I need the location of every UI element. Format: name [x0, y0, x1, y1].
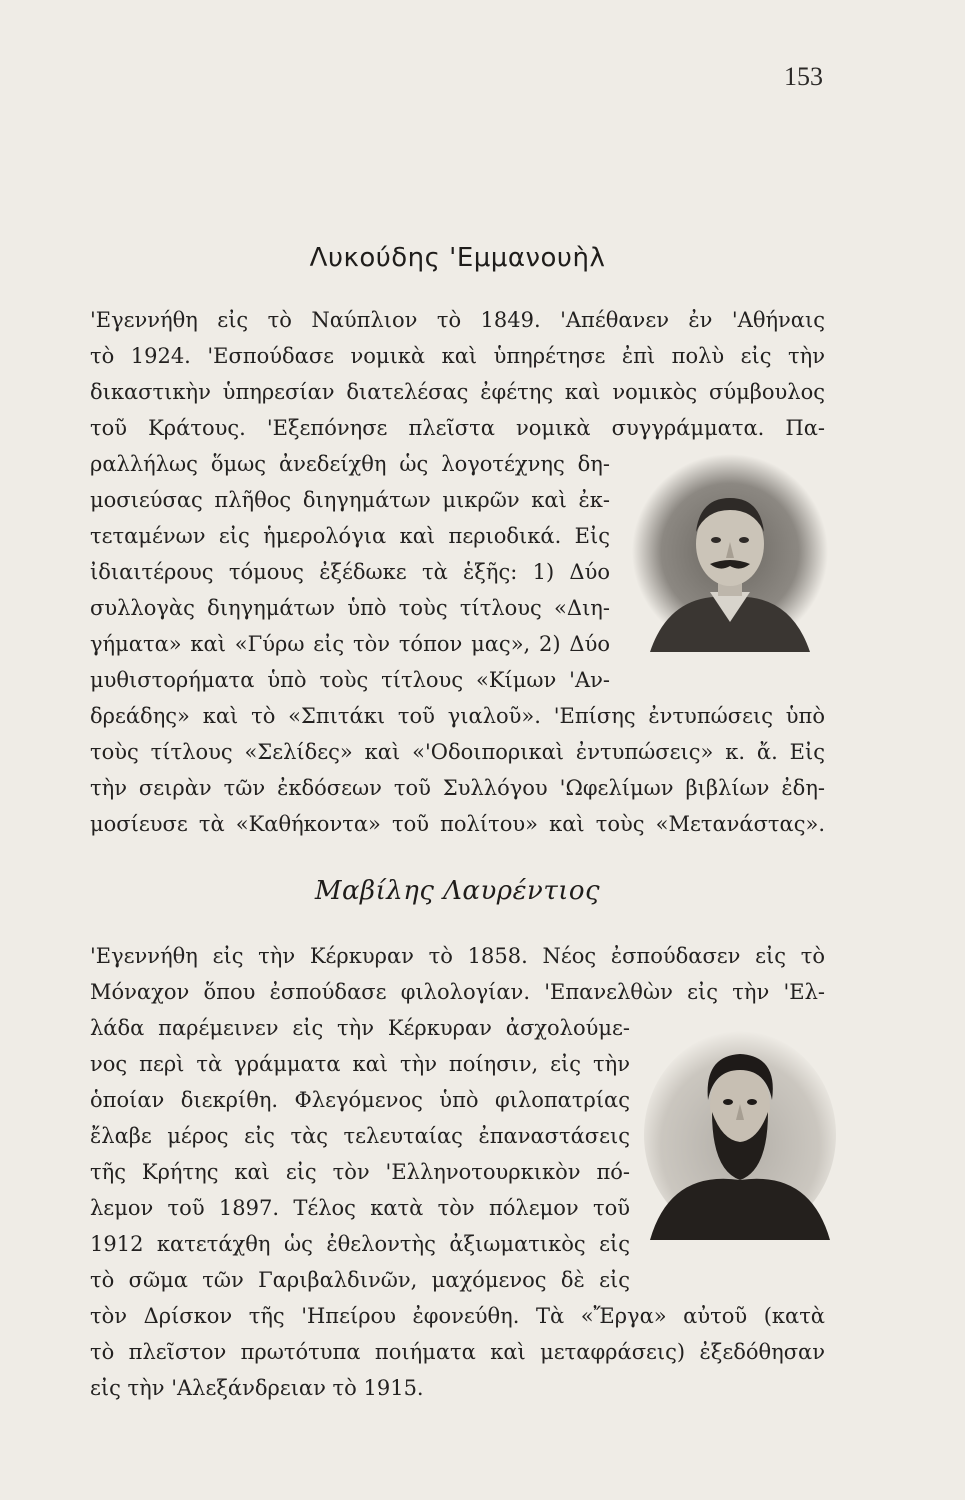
- page-number: 153: [784, 62, 823, 91]
- text-line: τὸν Δρίσκον τῆς 'Ηπείρου ἐφονεύθη. Τὰ «Ἔργα» αὐτοῦ (κατὰ: [90, 1304, 825, 1328]
- text-line: συλλογὰς διηγημάτων ὑπὸ τοὺς τίτλους «Διη-: [90, 596, 610, 620]
- text-line: Μόναχον ὅπου ἐσπούδασε φιλολογίαν. 'Επανελθὼν εἰς τὴν 'Ελ-: [90, 980, 825, 1004]
- portrait-mavilis: [640, 1020, 840, 1240]
- text-line: ραλλήλως ὅμως ἀνεδείχθη ὡς λογοτέχνης δη-: [90, 452, 610, 476]
- text-line: νος περὶ τὰ γράμματα καὶ τὴν ποίησιν, εἰς τὴν: [90, 1052, 630, 1076]
- text-line: τὸ 1924. 'Εσπούδασε νομικὰ καὶ ὑπηρέτησε ἐπὶ πολὺ εἰς τὴν: [90, 344, 825, 368]
- text-line: δρεάδης» καὶ τὸ «Σπιτάκι τοῦ γιαλοῦ». 'Επίσης ἐντυπώσεις ὑπὸ: [90, 704, 825, 728]
- text-line: μοσιεύσας πλῆθος διηγημάτων μικρῶν καὶ ἐκ-: [90, 488, 610, 512]
- text-line: τῆς Κρήτης καὶ εἰς τὸν 'Ελληνοτουρκικὸν πό-: [90, 1160, 630, 1184]
- text-line: 1912 κατετάχθη ὡς ἐθελοντὴς ἀξιωματικὸς εἰς: [90, 1232, 630, 1256]
- text-line: τὸ σῶμα τῶν Γαριβαλδινῶν, μαχόμενος δὲ εἰς: [90, 1268, 630, 1292]
- portrait-lykoudis: [630, 452, 830, 652]
- section-heading-mavilis: Μαβίλης Λαυρέντιος: [314, 876, 601, 906]
- text-line: γήματα» καὶ «Γύρω εἰς τὸν τόπον μας», 2) Δύο: [90, 632, 610, 656]
- text-line: τεταμένων εἰς ἡμερολόγια καὶ περιοδικά. Εἰς: [90, 524, 610, 548]
- text-line: 'Εγεννήθη εἰς τὸ Ναύπλιον τὸ 1849. 'Απέθανεν ἐν 'Αθήναις: [90, 308, 825, 332]
- text-line: τὴν σειρὰν τῶν ἐκδόσεων τοῦ Συλλόγου 'Ωφελίμων βιβλίων ἐδη-: [90, 776, 825, 800]
- text-line: 'Εγεννήθη εἰς τὴν Κέρκυραν τὸ 1858. Νέος ἐσπούδασεν εἰς τὸ: [90, 944, 825, 968]
- text-line: ἔλαβε μέρος εἰς τὰς τελευταίας ἐπαναστάσεις: [90, 1124, 630, 1148]
- text-line: ὁποίαν διεκρίθη. Φλεγόμενος ὑπὸ φιλοπατρίας: [90, 1088, 630, 1112]
- text-line: μυθιστορήματα ὑπὸ τοὺς τίτλους «Κίμων 'Αν-: [90, 668, 610, 692]
- text-line: δικαστικὴν ὑπηρεσίαν διατελέσας ἐφέτης καὶ νομικὸς σύμβουλος: [90, 380, 825, 404]
- text-line: τοὺς τίτλους «Σελίδες» καὶ «'Οδοιπορικαὶ ἐντυπώσεις» κ. ἄ. Εἰς: [90, 740, 825, 764]
- text-line: μοσίευσε τὰ «Καθήκοντα» τοῦ πολίτου» καὶ τοὺς «Μετανάστας».: [90, 812, 825, 836]
- text-line: εἰς τὴν 'Αλεξάνδρειαν τὸ 1915.: [90, 1376, 424, 1400]
- text-line: τοῦ Κράτους. 'Εξεπόνησε πλεῖστα νομικὰ συγγράμματα. Πα-: [90, 416, 825, 440]
- text-line: λεμον τοῦ 1897. Τέλος κατὰ τὸν πόλεμον τοῦ: [90, 1196, 630, 1220]
- text-line: τὸ πλεῖστον πρωτότυπα ποιήματα καὶ μεταφράσεις) ἐξεδόθησαν: [90, 1340, 825, 1364]
- text-line: λάδα παρέμεινεν εἰς τὴν Κέρκυραν ἀσχολούμε-: [90, 1016, 630, 1040]
- text-line: ἰδιαιτέρους τόμους ἐξέδωκε τὰ ἑξῆς: 1) Δύο: [90, 560, 610, 584]
- section-heading-lykoudis: Λυκούδης 'Εμμανουὴλ: [309, 243, 606, 273]
